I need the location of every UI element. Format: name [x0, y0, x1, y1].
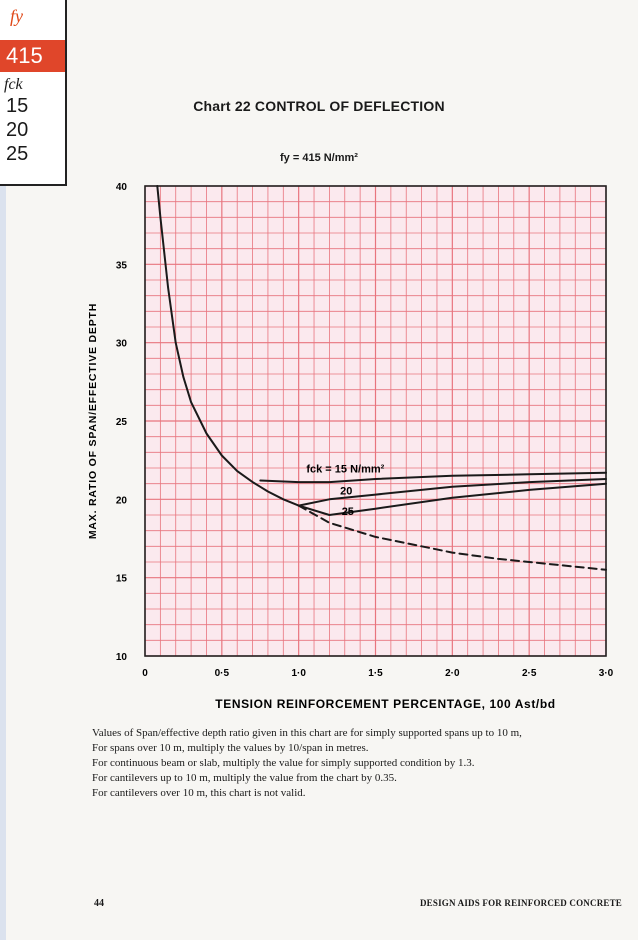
note-line: For cantilevers up to 10 m, multiply the value from the chart by 0.35. — [92, 772, 397, 784]
x-tick-label: 1·0 — [291, 668, 306, 679]
fy-value: 415 — [0, 40, 65, 72]
footer-title: DESIGN AIDS FOR REINFORCED CONCRETE — [419, 898, 622, 908]
y-tick-label: 20 — [115, 495, 127, 507]
x-tick-label: 1·5 — [368, 668, 383, 679]
note-line: Values of Span/effective depth ratio given in this chart are for simply supported spans up to 10 m, — [92, 727, 522, 739]
page-number: 44 — [94, 898, 104, 909]
fck-value: 15 — [6, 95, 29, 117]
y-tick-label: 40 — [115, 182, 127, 193]
y-tick-label: 10 — [115, 652, 127, 663]
y-axis-label: MAX. RATIO OF SPAN/EFFECTIVE DEPTH — [87, 302, 99, 540]
chart-notes — [92, 726, 632, 801]
chart-title: Chart 22 CONTROL OF DEFLECTION — [193, 98, 445, 114]
y-tick-label: 15 — [115, 573, 127, 585]
x-tick-label: 0·5 — [214, 668, 230, 679]
series-label: 25 — [341, 506, 354, 518]
note-line: For continuous beam or slab, multiply the value for simply supported condition by 1.3. — [92, 757, 475, 769]
fck-value: 20 — [6, 119, 29, 141]
fck-label: fck — [4, 76, 23, 93]
fck-value: 25 — [6, 143, 29, 165]
x-tick-label: 2·0 — [445, 668, 460, 679]
note-line: For cantilevers over 10 m, this chart is not valid. — [92, 787, 306, 799]
x-tick-label: 3·0 — [598, 668, 614, 679]
fy-label: fy — [10, 6, 23, 26]
series-label: fck = 15 N/mm² — [306, 463, 385, 476]
x-axis-label: TENSION REINFORCEMENT PERCENTAGE, 100 Ast/bd — [215, 697, 556, 711]
series-label: 20 — [340, 485, 353, 498]
x-tick-label: 2·5 — [521, 668, 537, 679]
y-tick-label: 30 — [115, 338, 127, 350]
y-tick-label: 35 — [115, 260, 127, 272]
y-tick-label: 25 — [115, 417, 127, 428]
note-line: For spans over 10 m, multiply the values by 10/span in metres. — [92, 742, 369, 754]
x-tick-label: 0 — [142, 668, 148, 679]
chart-subtitle: fy = 415 N/mm² — [280, 152, 358, 164]
